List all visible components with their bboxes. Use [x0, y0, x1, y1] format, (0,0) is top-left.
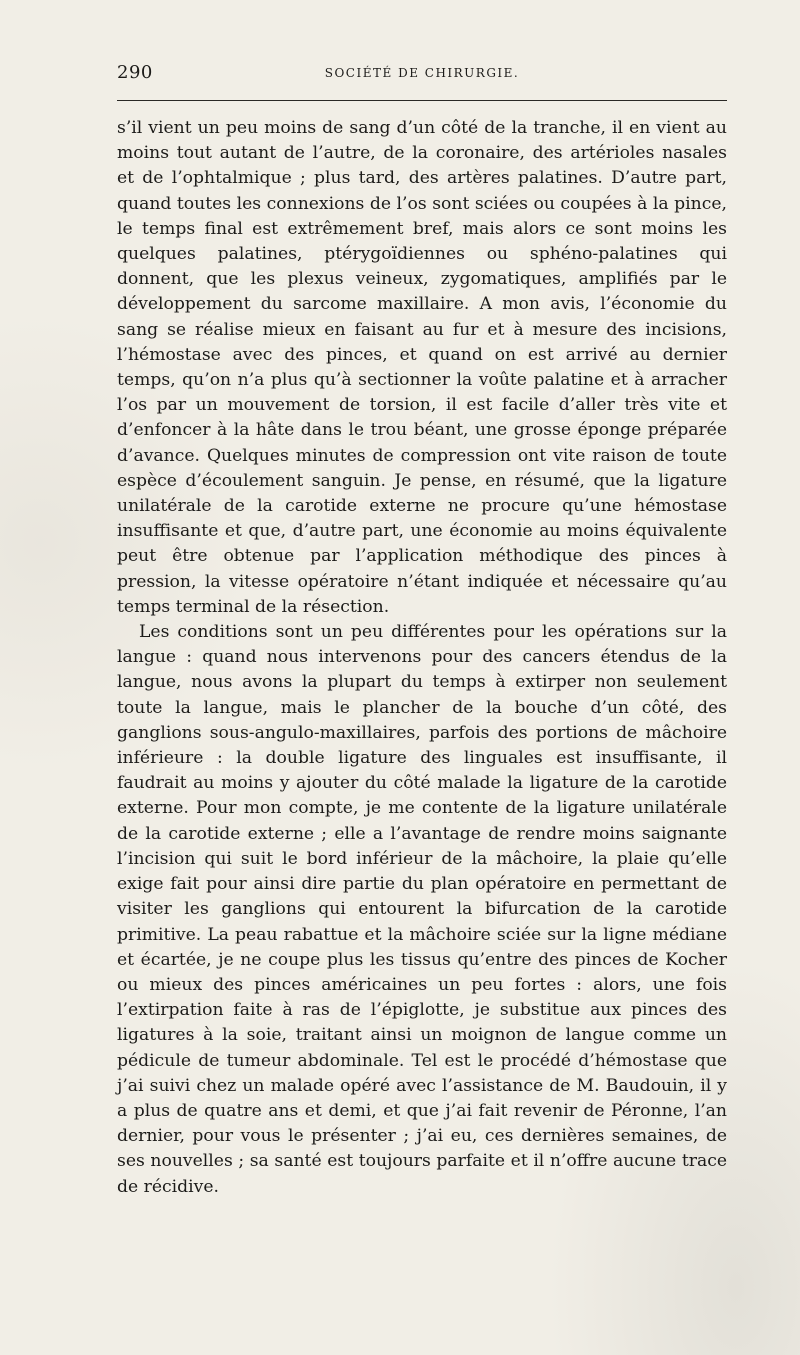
body-text — [117, 116, 727, 1200]
page-header — [117, 60, 727, 92]
page-number: 290 — [117, 62, 153, 83]
paragraph-2: Les conditions sont un peu différentes pour les opérations sur la langue : quand nous intervenons pour des cancers étendus de la langue, nous avons la plupart du temps à extirper non seulement toute la langue, mais le plancher de la bouche d’un côté, des ganglions sous-angulo-maxillaires, parfois des portions de mâchoire inférieure : la double ligature des linguales est insuffisante, il faudrait au moins y ajouter du côté malade la ligature de la carotide externe. Pour mon compte, je me contente de la ligature unilatérale de la carotide externe ; elle a l’avantage de rendre moins saignante l’incision qui suit le bord inférieur de la mâchoire, la plaie qu’elle exige fait pour ainsi dire partie du plan opératoire en permettant de visiter les ganglions qui entourent la bifurcation de la carotide primitive. La peau rabattue et la mâchoire sciée sur la ligne médiane et écartée, je ne coupe plus les tissus qu’entre des pinces de Kocher ou mieux des pinces américaines un peu fortes : alors, une fois l’extirpation faite à ras de l’épiglotte, je substitue aux pinces des ligatures à la soie, traitant ainsi un moignon de langue comme un pédicule de tumeur abdominale. Tel est le procédé d’hémostase que j’ai suivi chez un malade opéré avec l’assistance de M. Baudouin, il y a plus de quatre ans et demi, et que j’ai fait revenir de Péronne, l’an dernier, pour vous le présenter ; j’ai eu, ces dernières semaines, de ses nouvelles ; sa santé est toujours parfaite et il n’offre aucune trace de récidive. — [117, 622, 727, 1197]
paragraph-1: s’il vient un peu moins de sang d’un côté de la tranche, il en vient au moins tout autant de l’autre, de la coronaire, des artérioles nasales et de l’ophtalmique ; plus tard, des artères palatines. D’autre part, quand toutes les connexions de l’os sont sciées ou coupées à la pince, le temps final est extrêmement bref, mais alors ce sont moins les quelques palatines, ptérygoïdiennes ou sphéno-palatines qui donnent, que les plexus veineux, zygomatiques, amplifiés par le développement du sarcome maxillaire. A mon avis, l’économie du sang se réalise mieux en faisant au fur et à mesure des incisions, l’hémostase avec des pinces, et quand on est arrivé au dernier temps, qu’on n’a plus qu’à sectionner la voûte palatine et à arracher l’os par un mouvement de torsion, il est facile d’aller très vite et d’enfoncer à la hâte dans le trou béant, une grosse éponge préparée d’avance. Quelques minutes de compression ont vite raison de toute espèce d’écoulement sanguin. Je pense, en résumé, que la ligature unilatérale de la carotide externe ne procure qu’une hémostase insuffisante et que, d’autre part, une économie au moins équivalente peut être obtenue par l’application méthodique des pinces à pression, la vitesse opératoire n’étant indiquée et nécessaire qu’au temps terminal de la résection. — [117, 118, 727, 617]
running-head: SOCIÉTÉ DE CHIRURGIE. — [324, 66, 520, 80]
header-rule — [117, 100, 727, 101]
